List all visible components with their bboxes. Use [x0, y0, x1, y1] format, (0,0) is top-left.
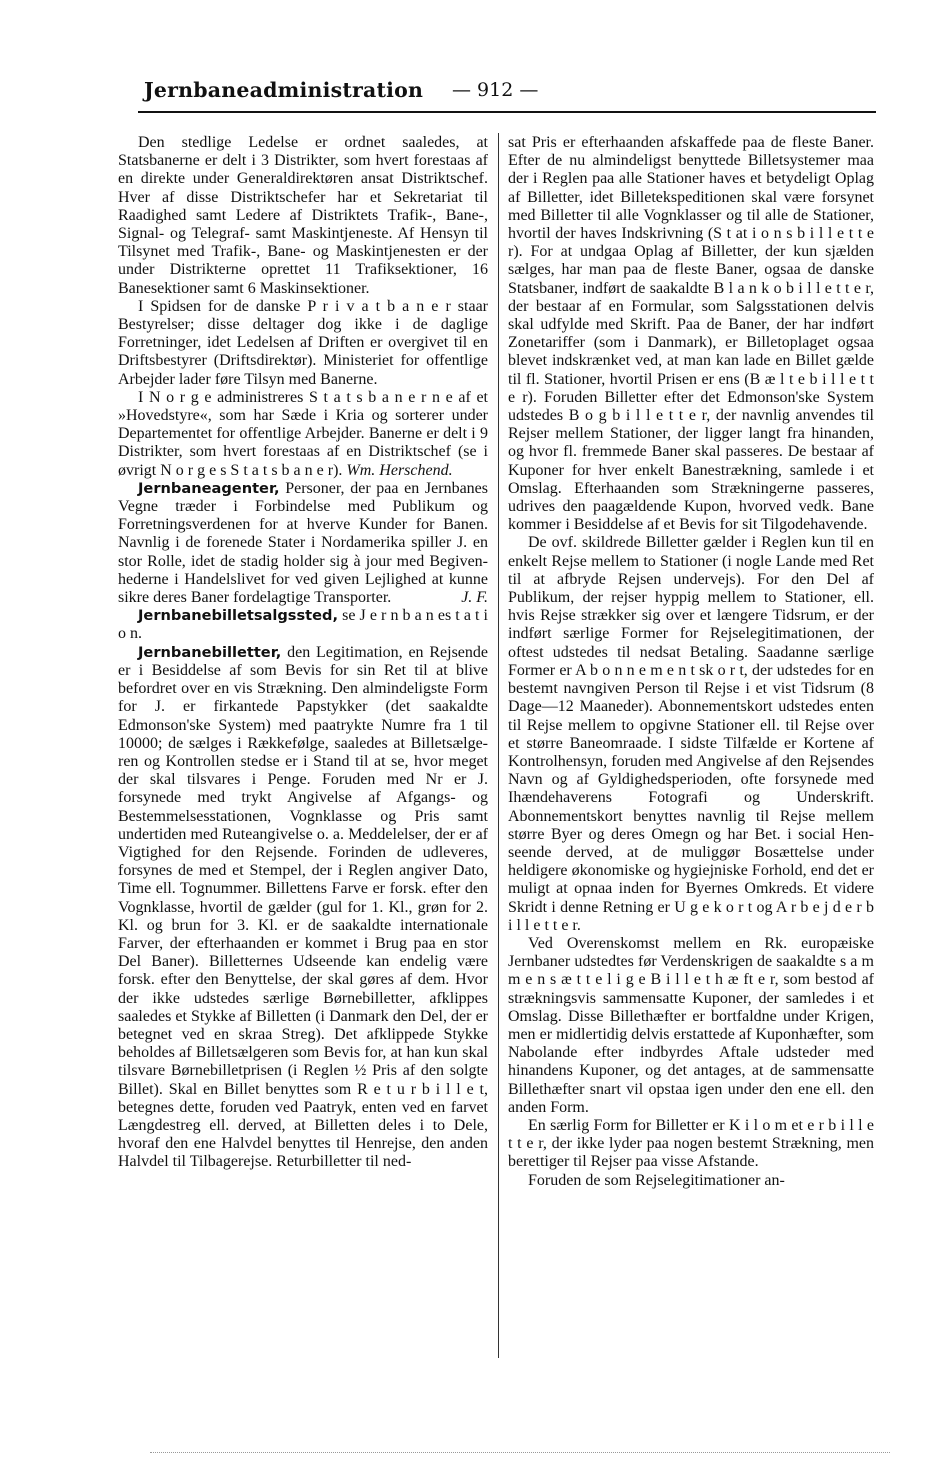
entry-jernbanebilletsalgssted	[118, 607, 488, 643]
paragraph: Foruden de som Rejselegitimationer an-	[528, 1171, 785, 1189]
paragraph: I Spidsen for de danske P r i v a t b a n e r staar Bestyrelser; disse deltager dog ikke i de daglige Forretninger, idet Ledelsen af Driften er overgivet til en Driftsbestyrer (Driftsdirektør). Ministeriet for offentlige Arbejder lader føre Tilsyn med Banerne.	[118, 297, 488, 388]
entry-jernbanebilletter	[118, 644, 488, 1172]
author-signature: J. F.	[461, 589, 488, 607]
page-number: — 912 —	[452, 79, 539, 101]
paragraph	[118, 389, 488, 480]
entry-text: den Legitimation, en Rejsende er i Besiddelse af som Bevis for sin Ret til at blive befordret over en vis Strækning. Den almindeligste Form for J. er firkantede Papstykker (det saakaldte Edmonson'ske System) med paatrykte Numre fra 1 til 10000; de sælges i Rækkefølge, saaledes at Billetsælgeren og Kontrollen stedse er i Stand til at se, hvor meget der skal tilsvares i Penge. Foruden med Nr er J. forsynede med trykt Angivelse af Afgangs- og Bestemmelsesstationen, Vognklasse og Pris samt undertiden med Ruteangivelse o. a. Meddelelser, der er af Vigtighed for den Rejsende. Forinden de udleveres, forsynes de med et Stempel, der i Reglen angiver Dato, Time ell. Tognummer. Billettens Farve er forsk. efter den Vognklasse, hvortil de gælder (gul for 1. Kl., grøn for 2. Kl. og brun for 3. Kl. er de saakaldte internationale Farver, der efterhaanden er kommet i Brug paa en stor Del Baner). Billetternes Udseende kan endelig være forsk. efter den Benyttelse, der skal gøres af dem. Hvor der ikke udstedes særlige Børnebilletter, afklippes saaledes et Stykke af Billetten (i Danmark den Del, der er betegnet ved en skraa Streg). Det afklippede Stykke beholdes af Billetsælgeren som Bevis for, at han kun skal tilsvare Børnebilletprisen (i Reglen ½ Pris af den solgte Billet). Skal en Billet benyttes som R e t u r b i l l e t, betegnes dette, foruden ved Paatryk, enten ved en farvet Længdestreg ell. derved, at Billetten deles i to Dele, hvoraf den ene Halvdel benyttes til Henrejse, den anden Halvdel til Tilbagerejse. Returbilletter til ned-	[118, 643, 488, 1171]
paragraph: sat Pris er efterhaanden afskaffede paa de fleste Baner. Efter de nu almindeligst benyttede Billetsystemer maa der i Reglen paa alle Stationer haves et betydeligt Oplag af Billetter, idet Billetekspeditionen skal være forsynet med Billetter til alle Vognklasser og til alle de Stationer, hvortil der haves Indskrivning (S t at i o n s b i l l e t t e r). For at undgaa Oplag af Billetter, der kun sjælden sælges, har man paa de fleste Baner, ogsaa de danske Statsbaner, indført de saakaldte B l a n k o b i l l e t t e r, der bestaar af en Formular, som Salgsstationen delvis skal udfylde med Skrift. Paa de Baner, der har indført Zonetariffer (som i Danmark), er Billetoplaget ogsaa blevet indskrænket ved, at man kan lade en Billet gælde til fl. Stationer, hvortil Prisen er ens (B æ l t e b i l l e t t e r). Foruden Billetter efter det Edmonson'ske System udstedes B o g b i l l e t t e r, der navnlig anvendes til Rejser mellem Stationer, der ligger langt fra hinanden, og hvor fl. fremmede Baner skal passeres. De bestaar af Kuponer for hver enkelt Banestrækning, samlede i et Omslag. Efterhaanden som Strækningerne passeres, udrives den paagældende Kupon, hvorved vedk. Bane kommer i Besiddelse af et Bevis for sit Tilgodehavende.	[508, 134, 874, 534]
paragraph: En særlig Form for Billetter er K i l o m et e r b i l l e t t e r, der ikke lyder paa nogen bestemt Strækning, men berettiger til Rejser paa visse Afstande.	[508, 1116, 874, 1171]
entry-text: se J e r n b a n es t a t i o n.	[118, 607, 488, 643]
running-head-title: Jernbaneadministration	[144, 78, 424, 102]
paragraph: Ved Overenskomst mellem en Rk. europæiske Jernbaner udstedtes før Verdenskrigen de saakaldte s a m m e n s æ t t e l i g e B i l l e t h æ ft e r, som bestod af strækningsvis sammensatte Kuponer, der samledes i et Omslag. Disse Billethæfter er bortfaldne under Krigen, men er midlertidig delvis erstattede af Kuponhæfter, som Nabolande efter indbyrdes Aftale udsteder med hinandens Kuponer, og det antages, at de sammensatte Billethæfter snart vil opstaa igen under den ene ell. den anden Form.	[508, 934, 874, 1116]
entry-text: Personer, der paa en Jernbanes Vegne træder i Forbindelse med Publikum og Forretningsverdenen for at hverve Kunder for Banen. Navnlig i de forenede Stater i Nordamerika spiller J. en stor Rolle, idet de stadig holder sig à jour med Begivenhederne i Handelslivet for ved given Lejlighed at kunne sikre deres Baner fordelagtige Transporter.	[118, 479, 488, 607]
column-divider	[498, 133, 499, 1358]
entry-headword: Jernbanebilletsalgssted,	[138, 607, 339, 625]
left-column	[118, 134, 488, 1172]
entry-headword: Jernbanebilletter,	[138, 643, 282, 661]
header-rule	[138, 111, 876, 113]
right-column	[508, 134, 874, 1190]
paragraph: De ovf. skildrede Billetter gælder i Reglen kun til en enkelt Rejse mellem to Stationer (i nogle Lande med Ret til at afbryde Rejsen undervejs). For den Del af Publikum, der rejser hyppig mellem to Stationer, ell. hvis Rejse strækker sig over et længere Tidsrum, er der indført særlige Former for Rejselegitimationen, der oftest udstedes til nedsat Betaling. Saadanne særlige Former er A b o n n e m e n t sk o r t, der udstedes for en bestemt navngiven Person til Rejse i et vist Tidsrum (8 Dage—12 Maaneder). Abonnementskort udstedes enten til Rejse mellem to opgivne Stationer ell. til Rejse over et større Baneomraade. I sidste Tilfælde er Kortene af Kontrolhensyn, foruden med Angivelse af den Rejsendes Navn og af Gyldighedsperioden, ofte forsynede med Ihændehaverens Fotografi og Underskrift. Abonnementskort benyttes navnlig til Rejse mellem større Byer og deres Omegn og har Bet. i social Henseende derved, at de muliggør Bosættelse under heldigere økonomiske og hygiejniske Forhold, end det er muligt at opnaa inden for Byernes Omkreds. Et videre Skridt i denne Retning er U g e k o r t og A r b e j d e r b i l l e t t e r.	[508, 534, 874, 934]
author-signature: Wm. Herschend.	[346, 461, 453, 479]
entry-jernbaneagenter	[118, 480, 488, 607]
footer-rule	[150, 1452, 890, 1453]
entry-headword: Jernbaneagenter,	[138, 479, 280, 497]
paragraph-text: I N o r g e administreres S t a t s b a n e r n e af et »Hovedstyre«, som har Sæde i Kria og sorterer under Departementet for offentlige Arbejder. Banerne er delt i 9 Distrikter, som hvert forestaas af en Distriktschef (se i øvrigt N o r g e s S t a t s b a n e r).	[118, 388, 488, 479]
paragraph: Den stedlige Ledelse er ordnet saaledes, at Statsbanerne er delt i 3 Distrikter, som hvert forestaas af en direkte under Generaldirektøren ansat Distriktschef. Hver af disse Distriktschefer har et Sekretariat til Raadighed samt Ledere af Distriktets Trafik-, Bane-, Signal- og Telegraf- samt Maskintjeneste. Af Hensyn til Tilsynet med Trafik-, Bane- og Maskintjenesten er der under Distrikterne oprettet 11 Trafiksektioner, 16 Banesektioner samt 6 Maskinsektioner.	[118, 134, 488, 297]
